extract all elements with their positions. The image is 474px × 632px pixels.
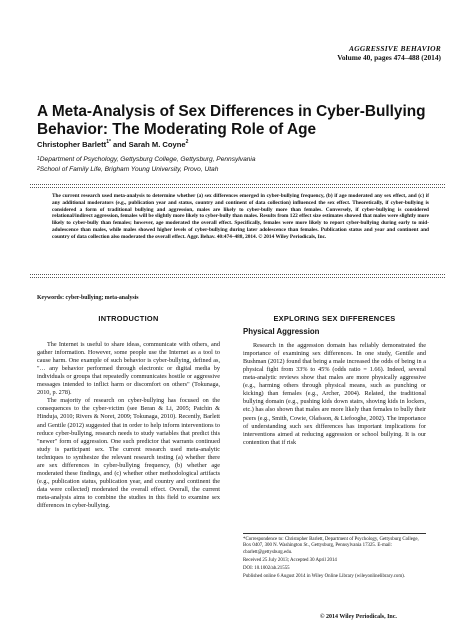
affiliation-marker: 1* [106, 139, 111, 145]
footnote: Received 25 July 2013; Accepted 30 April 2014 [243, 557, 337, 563]
affiliation-marker: 2 [185, 139, 189, 145]
affiliations [37, 155, 256, 175]
paper-title: A Meta-Analysis of Sex Differences in Cyber-Bullying Behavior: The Moderating Role of Age [37, 103, 426, 138]
footnote: Published online 6 August 2014 in Wiley Online Library (wileyonlinelibrary.com). [243, 574, 405, 580]
affiliation [37, 165, 256, 175]
author-name: Sarah M. Coyne [128, 140, 186, 149]
paragraph: Research in the aggression domain has reliably demonstrated the importance of examining sex differences. In one study, Gentile and Bushman (2012) found that being a male increased the odds of being in a physical fight from 33% to 45% (odds ratio = 1.66). Indeed, several meta-analytic reviews show that males are more physically aggressive (e.g., harming others through physical means, such as punching or kicking) than females (e.g., Archer, 2004). Related, the traditional bullying domain (e.g., pushing kids down stairs, shoving kids in lockers, etc.) has also shown that males are more likely than females to bully their peers (e.g., Smith, Cowie, Olafsson, & Liefooghe, 2002). The importance of understanding such sex differences has important implications for interventions aimed at reducing aggression or school bullying. It is our contention that if risk [243, 342, 426, 446]
paragraph: The Internet is useful to share ideas, communicate with others, and gather information. However, some people use the Internet as a tool to cause harm. One example of such behavior is cyber-bullying, defined as, "… any behavior performed through electronic or digital media by individuals or groups that repeatedly communicates hostile or aggressive messages intended to inflict harm or discomfort on others" (Tokunaga, 2010, p. 278). [37, 341, 220, 397]
author-line [37, 140, 188, 149]
affiliation-text: School of Family Life, Brigham Young University, Provo, Utah [39, 166, 219, 173]
copyright: © 2014 Wiley Periodicals, Inc. [320, 614, 397, 620]
divider [30, 274, 445, 275]
divider [30, 187, 445, 188]
footnote-divider [243, 533, 426, 534]
affiliation-number: 2 [37, 166, 40, 172]
section-heading: EXPLORING SEX DIFFERENCES [273, 314, 396, 323]
footnotes [243, 537, 426, 583]
journal-header [337, 44, 441, 62]
paragraph: The majority of research on cyber-bullying has focused on the consequences to the cyber-victim (see Beran & Li, 2005; Patchin & Hinduja, 2010; Rivers & Noret, 2009; Tokunaga, 2010). Recently, Barlett and Gentile (2012) suggested that in order to help inform interventions to reduce cyber-bullying, research needs to study variables that predict this "newer" form of aggression. One such predictor that warrants continued study is participant sex. The current research used meta-analytic techniques to synthesize the relevant research testing (a) whether there are sex differences in cyber-bullying frequency, (b) whether age moderated these findings, and (c) whether other methodological artifacts (e.g., publication status, publication year, and country and continent the data were collected) moderated the overall effect. Overall, the current meta-analysis aims to combine the studies in this field to examine sex differences in cyber-bullying. [37, 397, 220, 509]
keywords: Keywords: cyber-bullying; meta-analysis [37, 295, 139, 301]
author-conjunction: and [110, 140, 129, 149]
journal-name: AGGRESSIVE BEHAVIOR [348, 44, 441, 53]
abstract: The current research used meta-analysis to determine whether (a) sex differences emerged in cyber-bullying frequency, (b) if age moderated any sex effect, and (c) if any additional moderators (e.g., publication year and status, country and continent of data collection) influenced the sex effect. Theoretically, if cyber-bullying is considered a form of traditional bullying and aggression, males are likely to cyber-bully more than females. Conversely, if cyber-bullying is considered relational/indirect aggression, females will be slightly more likely to cyber-bully than males. Results from 122 effect size estimates showed that males were slightly more likely to cyber-bully than females; however, age moderated the overall effect. Specifically, females were more likely to report cyber-bullying during early to mid-adolescence than males, while males showed higher levels of cyber-bullying during later adolescence than females. Publication status and year and continent and country of data collection also moderated the overall effect. Aggr. Behav. 40:474–488, 2014. © 2014 Wiley Periodicals, Inc. [52, 193, 429, 240]
journal-volume: Volume 40, pages 474–488 (2014) [337, 53, 441, 62]
right-column [243, 315, 426, 447]
author-name: Christopher Barlett [37, 140, 107, 149]
section-heading: INTRODUCTION [98, 314, 159, 323]
subsection-heading: Physical Aggression [243, 327, 320, 337]
affiliation-number: 1 [37, 156, 40, 162]
affiliation-text: Department of Psychology, Gettysburg College, Gettysburg, Pennsylvania [39, 156, 256, 163]
divider [30, 184, 445, 185]
footnote: *Correspondence to: Christopher Barlett, Department of Psychology, Gettysburg College, Box 0407, 300 N. Washington St., Gettysburg, Pennsylvania 17325. E-mail: cbarlett@gettysburg.edu. [243, 537, 419, 555]
affiliation [37, 155, 256, 165]
left-column [37, 315, 220, 510]
footnote: DOI: 10.1002/ab.21555 [243, 566, 290, 572]
divider [30, 277, 445, 278]
